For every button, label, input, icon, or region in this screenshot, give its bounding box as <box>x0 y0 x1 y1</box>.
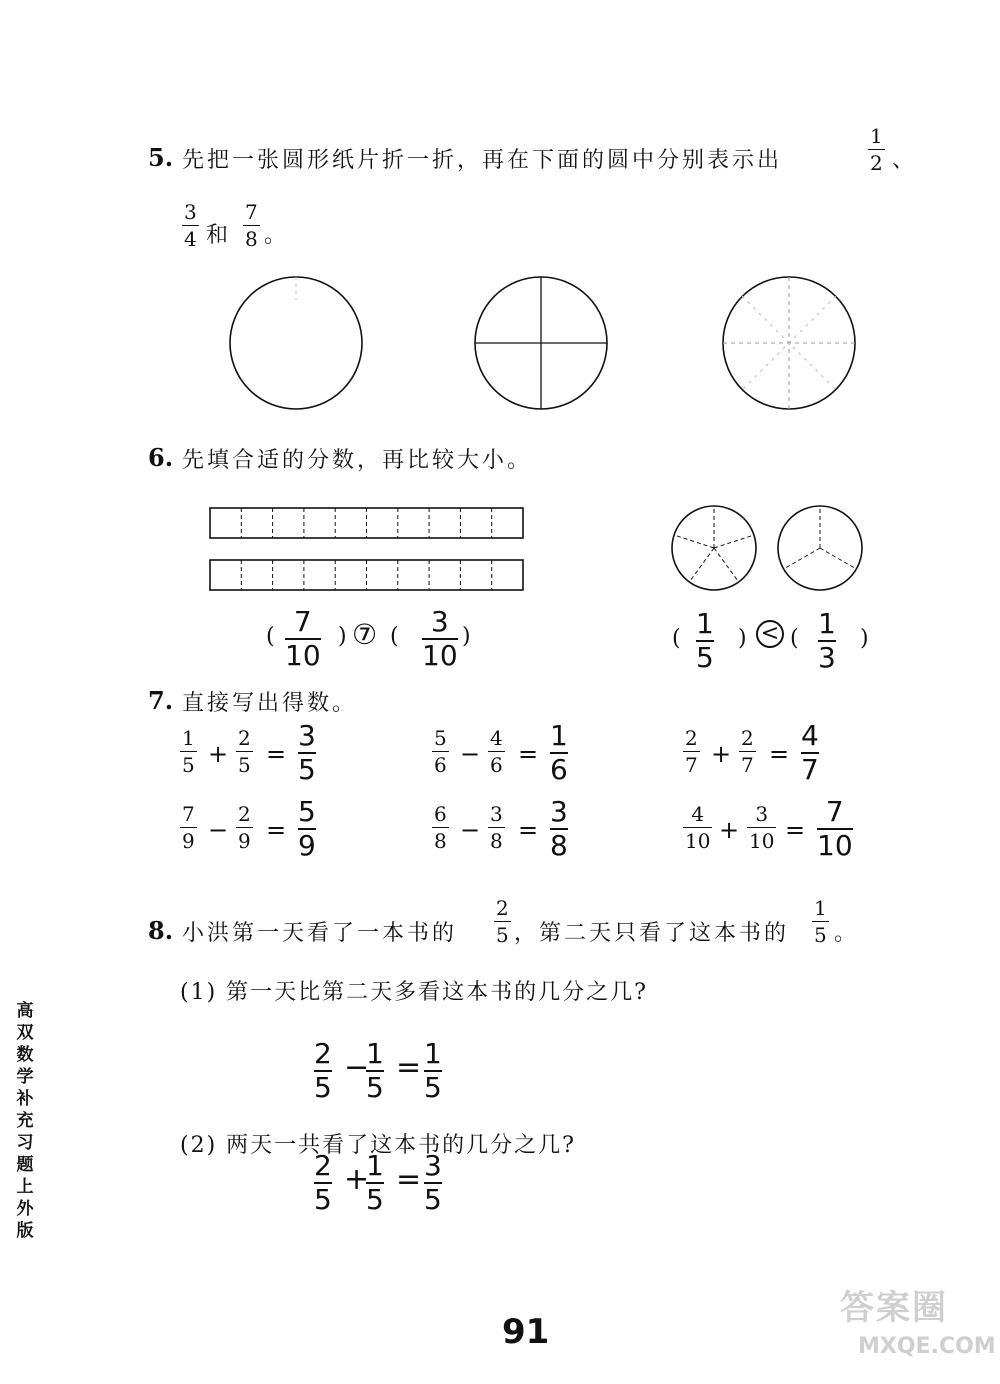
q7-answer: $\frac{7}{10}$ <box>817 795 853 862</box>
q5-fraction-2: $\frac{3}{4}$ <box>184 200 197 251</box>
work-result: $\frac{1}{5}$ <box>424 1037 442 1104</box>
circle-half <box>230 277 362 409</box>
q5-fraction-1: $\frac{1}{2}$ <box>870 124 883 175</box>
q7-number: 7. <box>148 686 174 715</box>
q7-answer: $\frac{4}{7}$ <box>801 719 819 786</box>
work-fraction-a: $\frac{2}{5}$ <box>314 1037 332 1104</box>
q7-term-b: $\frac{2}{9}$ <box>238 802 251 853</box>
work-result: $\frac{3}{5}$ <box>424 1149 442 1216</box>
q6-compare-symbol-1: ⑦ <box>352 618 378 651</box>
q5-number: 5. <box>148 143 174 172</box>
work-operator: + <box>344 1162 370 1197</box>
pie-divider <box>784 548 820 569</box>
q7-term-b: $\frac{2}{5}$ <box>238 726 251 777</box>
side-book-title: 高双数学补充习题上外版 <box>16 1001 34 1241</box>
q7-operator: + <box>719 816 740 844</box>
q6-paren-close-1: ) <box>338 624 347 649</box>
q8-sub-question-2: (2) 两天一共看了这本书的几分之几? <box>180 1133 576 1158</box>
q5-separator: 、 <box>892 148 918 173</box>
q5-end: 。 <box>264 223 290 248</box>
circle-eighths <box>723 277 855 409</box>
page-number: 91 <box>502 1312 550 1352</box>
q7-term-a: $\frac{1}{5}$ <box>182 726 195 777</box>
q6-compare-symbol-2: < <box>756 620 784 648</box>
q7-equals: = <box>266 740 287 768</box>
pie-divider <box>714 535 754 548</box>
q7-equals: = <box>266 816 287 844</box>
q6-paren-open-4: ( <box>790 626 799 651</box>
watermark-url: MXQE.COM <box>858 1334 996 1359</box>
q7-answer: $\frac{3}{8}$ <box>550 795 568 862</box>
q7-term-b: $\frac{3}{10}$ <box>749 802 775 853</box>
q7-term-b: $\frac{4}{6}$ <box>490 726 503 777</box>
q8-text-b: ，第二天只看了这本书的 <box>514 921 790 946</box>
q6-answer-left-2: $\frac{1}{5}$ <box>696 607 714 674</box>
q7-text: 直接写出得数。 <box>182 691 358 716</box>
q7-operator: − <box>460 816 481 844</box>
work-fraction-b: $\frac{1}{5}$ <box>366 1037 384 1104</box>
q7-term-a: $\frac{6}{8}$ <box>434 802 447 853</box>
q7-equals: = <box>785 816 806 844</box>
q7-equals: = <box>518 816 539 844</box>
work-fraction-a: $\frac{2}{5}$ <box>314 1149 332 1216</box>
pie-divider <box>689 548 714 582</box>
q7-answer: $\frac{1}{6}$ <box>550 719 568 786</box>
q7-answer: $\frac{5}{9}$ <box>298 795 316 862</box>
q8-number: 8. <box>148 916 174 945</box>
watermark-logo: 答案圈 <box>840 1288 948 1328</box>
work-operator: − <box>344 1050 370 1085</box>
work-fraction-b: $\frac{1}{5}$ <box>366 1149 384 1216</box>
q7-operator: − <box>208 816 229 844</box>
q6-answer-right-1: $\frac{3}{10}$ <box>422 605 458 672</box>
q6-paren-close-4: ) <box>860 626 869 651</box>
q8-end: 。 <box>834 921 860 946</box>
q5-circles <box>0 0 1000 420</box>
q7-term-b: $\frac{3}{8}$ <box>490 802 503 853</box>
q8-text-a: 小洪第一天看了一本书的 <box>182 921 458 946</box>
q5-text: 先把一张圆形纸片折一折，再在下面的圆中分别表示出 <box>182 148 783 173</box>
q6-paren-close-3: ) <box>738 626 747 651</box>
q7-term-a: $\frac{5}{6}$ <box>434 726 447 777</box>
q7-operator: − <box>460 740 481 768</box>
q7-operator: + <box>208 740 229 768</box>
q6-paren-close-2: ) <box>462 624 471 649</box>
q7-operator: + <box>711 740 732 768</box>
q7-term-a: $\frac{7}{9}$ <box>182 802 195 853</box>
work-equals: = <box>396 1162 422 1197</box>
q7-term-b: $\frac{2}{7}$ <box>741 726 754 777</box>
q7-equals: = <box>769 740 790 768</box>
q6-answer-right-2: $\frac{1}{3}$ <box>818 607 836 674</box>
q7-term-a: $\frac{4}{10}$ <box>685 802 711 853</box>
q6-number: 6. <box>148 443 174 472</box>
q8-fraction-2: $\frac{1}{5}$ <box>814 896 827 947</box>
q6-paren-open-3: ( <box>672 626 681 651</box>
q6-paren-open-1: ( <box>266 624 275 649</box>
q6-figures <box>0 490 1000 600</box>
q7-answer: $\frac{3}{5}$ <box>298 719 316 786</box>
q5-fraction-3: $\frac{7}{8}$ <box>245 200 258 251</box>
q6-paren-open-2: ( <box>390 624 399 649</box>
pie-divider <box>714 548 739 582</box>
work-equals: = <box>396 1050 422 1085</box>
q6-answer-left-1: $\frac{7}{10}$ <box>285 605 321 672</box>
q8-fraction-1: $\frac{2}{5}$ <box>496 896 509 947</box>
q6-text: 先填合适的分数，再比较大小。 <box>182 448 533 473</box>
q7-equals: = <box>518 740 539 768</box>
pie-divider <box>674 535 714 548</box>
q8-sub-question-1: (1) 第一天比第二天多看这本书的几分之几? <box>180 980 648 1005</box>
q7-term-a: $\frac{2}{7}$ <box>685 726 698 777</box>
circle-quarters <box>475 277 607 409</box>
q5-and: 和 <box>206 223 232 248</box>
pie-divider <box>820 548 856 569</box>
